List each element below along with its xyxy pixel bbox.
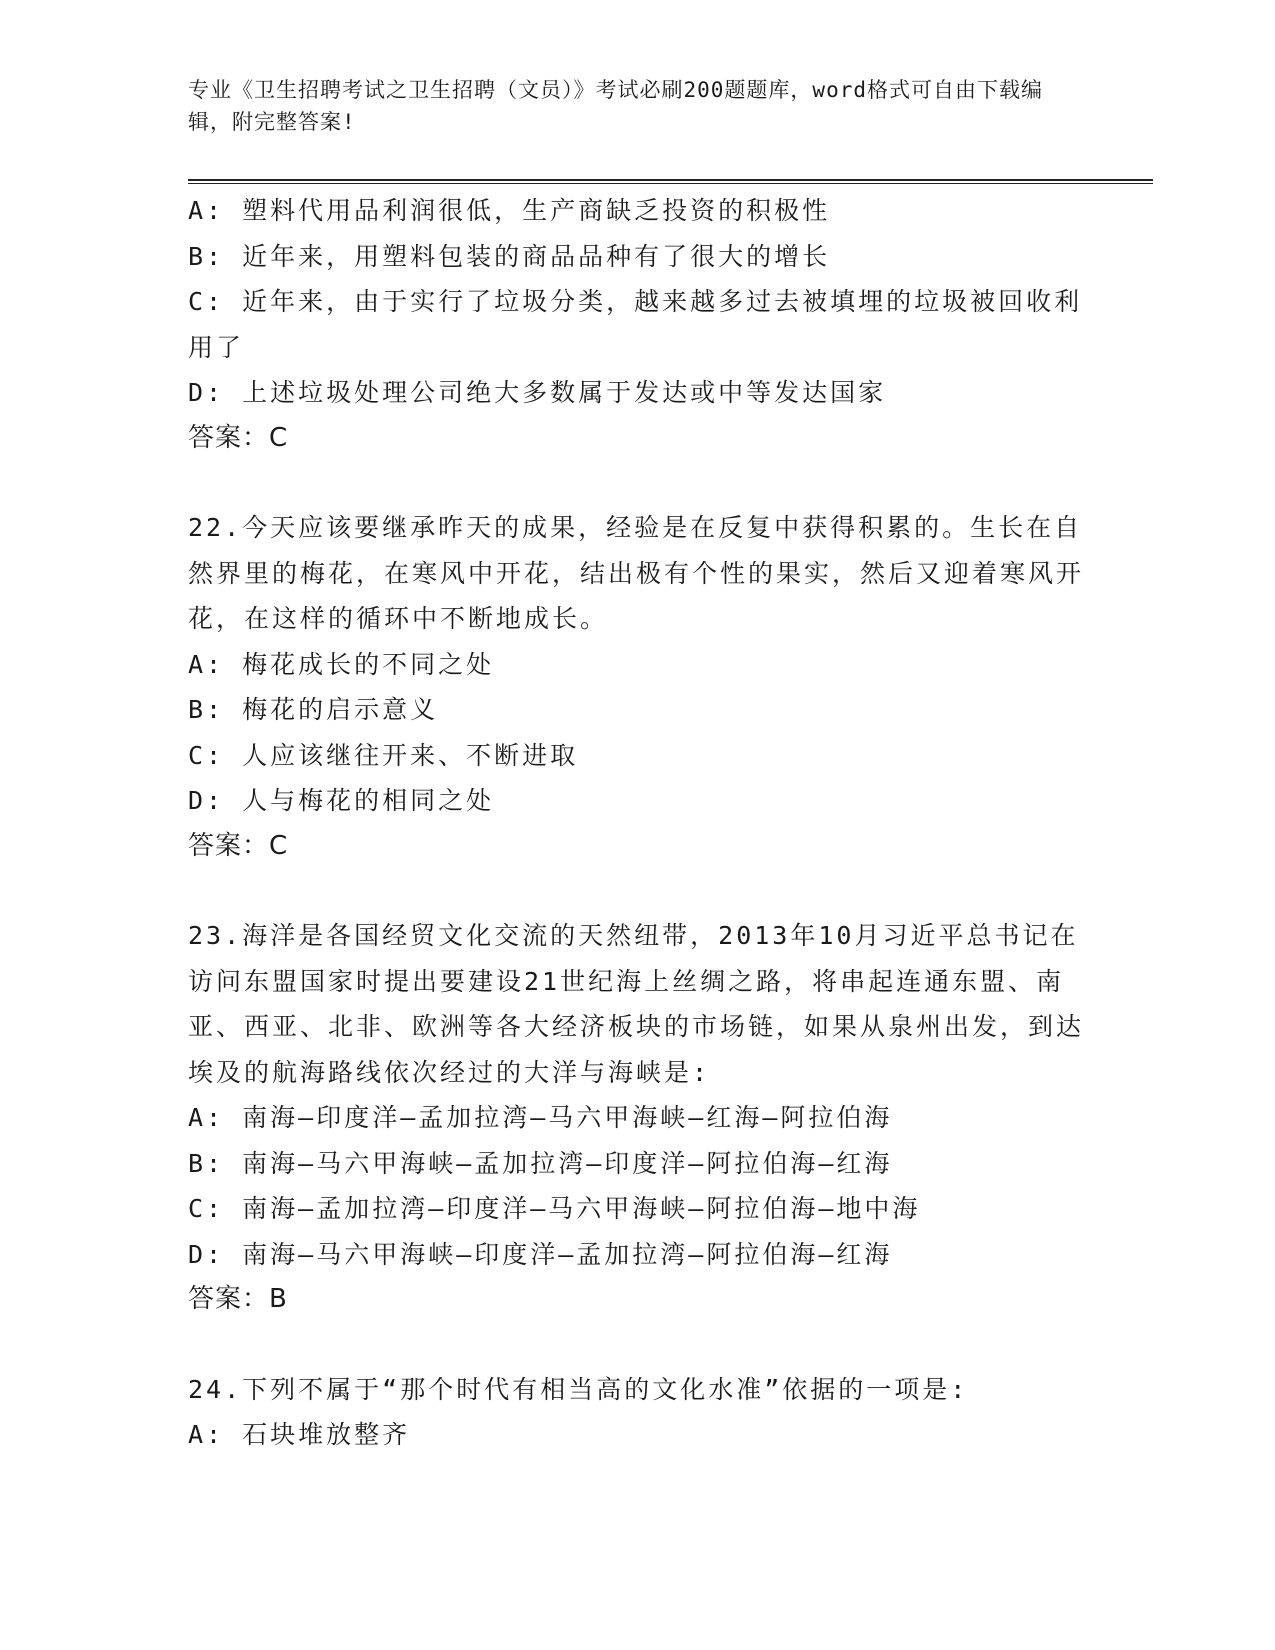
option-d: D: 南海—马六甲海峡—印度洋—孟加拉湾—阿拉伯海—红海 xyxy=(188,1239,893,1269)
option-c: C: 近年来，由于实行了垃圾分类，越来越多过去被填埋的垃圾被回收利用了 xyxy=(188,287,1083,362)
question-stem: 24.下列不属于“那个时代有相当高的文化水准”依据的一项是: xyxy=(188,1374,969,1404)
question-block xyxy=(188,188,1088,461)
question-block xyxy=(188,505,1088,869)
option-a: A: 南海—印度洋—孟加拉湾—马六甲海峡—红海—阿拉伯海 xyxy=(188,1103,893,1132)
question-block xyxy=(188,913,1088,1323)
option-b: B: 南海—马六甲海峡—孟加拉湾—印度洋—阿拉伯海—红海 xyxy=(188,1148,893,1178)
option-c: C: 人应该继往开来、不断进取 xyxy=(188,740,579,770)
question-stem: 23.海洋是各国经贸文化交流的天然纽带，2013年10月习近平总书记在访问东盟国家时提出要建设21世纪海上丝绸之路，将串起连通东盟、南亚、西亚、北非、欧洲等各大经济板块的市场链，如果从泉州出发，到达埃及的航海路线依次经过的大洋与海峡是: xyxy=(188,921,1085,1087)
question-block xyxy=(188,1367,1088,1458)
document-header: 专业《卫生招聘考试之卫生招聘（文员）》考试必刷200题题库，word格式可自由下载编辑，附完整答案! xyxy=(188,78,1043,134)
answer-line: 答案：C xyxy=(188,830,289,861)
header-rule-thick xyxy=(188,179,1153,181)
answer-line: 答案：B xyxy=(188,1284,288,1314)
option-c: C: 南海—孟加拉湾—印度洋—马六甲海峡—阿拉伯海—地中海 xyxy=(188,1194,921,1223)
answer-line: 答案：C xyxy=(188,422,289,453)
question-content xyxy=(188,188,1088,1458)
option-a: A: 梅花成长的不同之处 xyxy=(188,649,495,679)
option-d: D: 人与梅花的相同之处 xyxy=(188,786,495,815)
option-d: D: 上述垃圾处理公司绝大多数属于发达或中等发达国家 xyxy=(188,378,887,407)
option-b: B: 近年来，用塑料包装的商品品种有了很大的增长 xyxy=(188,241,831,271)
option-a: A: 石块堆放整齐 xyxy=(188,1420,411,1449)
header-rule-thin xyxy=(188,183,1153,184)
question-stem: 22.今天应该要继承昨天的成果，经验是在反复中获得积累的。生长在自然界里的梅花，在寒风中开花，结出极有个性的果实，然后又迎着寒风开花，在这样的循环中不断地成长。 xyxy=(188,513,1085,633)
option-b: B: 梅花的启示意义 xyxy=(188,695,439,724)
option-a: A: 塑料代用品利润很低，生产商缺乏投资的积极性 xyxy=(188,196,831,225)
